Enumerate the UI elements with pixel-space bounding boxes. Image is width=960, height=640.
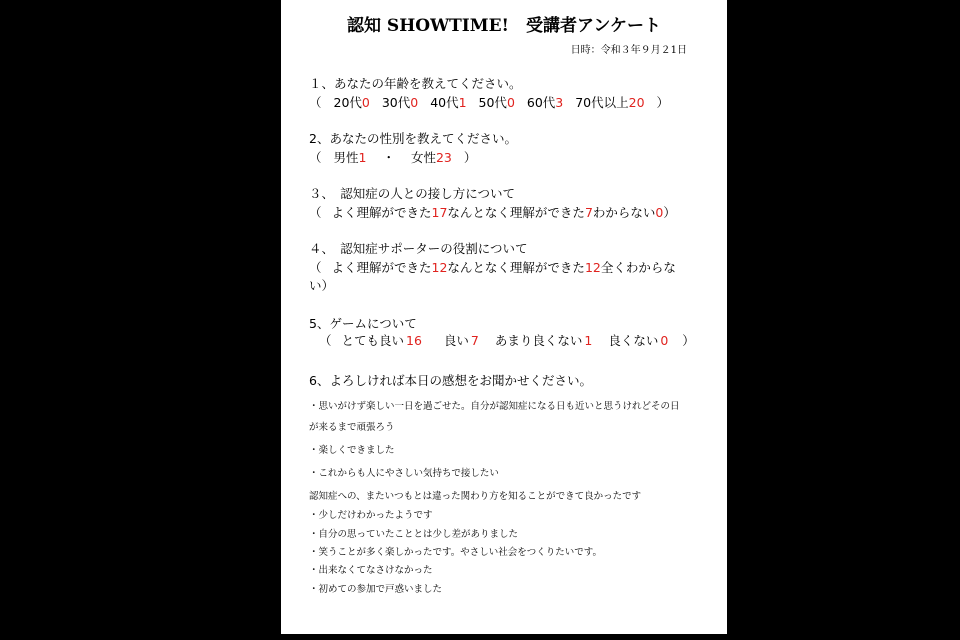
q1-value-40s: 1 bbox=[458, 95, 467, 110]
q1-label-70plus: 70代以上 bbox=[575, 95, 629, 110]
q3-label-2: なんとなく理解ができた bbox=[447, 205, 585, 220]
q1-question: １、あなたの年齢を教えてください。 bbox=[309, 76, 522, 91]
q2-open: （ bbox=[309, 150, 322, 165]
q1-label-50s: 50代 bbox=[478, 95, 507, 110]
q1-value-70plus: 20 bbox=[628, 95, 645, 110]
q4-answers bbox=[309, 258, 676, 276]
survey-page bbox=[281, 0, 727, 634]
survey-title: 認知 SHOWTIME! 受講者アンケート bbox=[347, 16, 661, 36]
comment-item: ・楽しくできました bbox=[309, 445, 395, 456]
comment-item: ・思いがけず楽しい一日を過ごせた。自分が認知症になる日も近いと思うけれどその日 bbox=[309, 401, 680, 412]
q2-female-label: 女性 bbox=[410, 150, 436, 165]
q1-value-30s: 0 bbox=[410, 95, 419, 110]
q5-value-4: 0 bbox=[660, 333, 669, 348]
q2-female-value: 23 bbox=[435, 150, 452, 165]
comment-item: ・これからも人にやさしい気持ちで接したい bbox=[309, 468, 499, 479]
q3-label-1: よく理解ができた bbox=[331, 205, 432, 220]
q5-close: ） bbox=[682, 333, 695, 348]
q3-open: （ bbox=[309, 205, 322, 220]
q4-open: （ bbox=[309, 260, 322, 275]
survey-date: 日時：令和３年９月２1日 bbox=[570, 45, 687, 56]
q4-value-2: 12 bbox=[584, 260, 601, 275]
q2-male-label: 男性 bbox=[333, 150, 359, 165]
q1-label-40s: 40代 bbox=[430, 95, 459, 110]
q2-male-value: 1 bbox=[358, 150, 367, 165]
q4-value-1: 12 bbox=[431, 260, 448, 275]
q2-answers bbox=[309, 148, 476, 166]
q1-value-20s: 0 bbox=[361, 95, 370, 110]
comment-item: が来るまで頑張ろう bbox=[309, 422, 395, 433]
q3-value-1: 17 bbox=[431, 205, 448, 220]
q6-question: 6、よろしければ本日の感想をお聞かせください。 bbox=[309, 373, 592, 388]
comment-item: ・笑うことが多く楽しかったです。やさしい社会をつくりたいです。 bbox=[309, 547, 602, 558]
q1-close: ） bbox=[656, 95, 670, 110]
q1-label-60s: 60代 bbox=[526, 95, 556, 110]
comment-item: 認知症への、またいつもとは違った関わり方を知ることができて良かったです bbox=[309, 491, 642, 502]
q4-label-1: よく理解ができた bbox=[331, 260, 432, 275]
q3-answers bbox=[309, 203, 676, 221]
q5-label-2: 良い bbox=[443, 333, 469, 348]
q2-question: 2、あなたの性別を教えてください。 bbox=[309, 131, 517, 146]
q3-close: ） bbox=[663, 205, 676, 220]
q1-label-30s: 30代 bbox=[381, 95, 411, 110]
q5-value-1: 16 bbox=[406, 333, 422, 348]
q3-value-3: 0 bbox=[655, 205, 664, 220]
q1-answers bbox=[309, 93, 669, 111]
q4-label-2: なんとなく理解ができた bbox=[447, 260, 585, 275]
comment-item: ・自分の思っていたこととは少し差がありました bbox=[309, 529, 519, 540]
q5-label-1: とても良い bbox=[341, 333, 405, 348]
q2-separator: ・ bbox=[382, 150, 395, 165]
q1-open: （ bbox=[309, 95, 322, 110]
q5-open: （ bbox=[319, 333, 332, 348]
q2-close: ） bbox=[463, 150, 477, 165]
comment-item: ・出来なくてなさけなかった bbox=[309, 565, 433, 576]
q5-value-2: 7 bbox=[470, 333, 479, 348]
q3-question: ３、 認知症の人との接し方について bbox=[309, 186, 516, 201]
comment-item: ・初めての参加で戸惑いました bbox=[309, 584, 443, 595]
q5-question: 5、ゲームについて bbox=[309, 316, 417, 331]
q5-label-3: あまり良くない bbox=[494, 333, 583, 348]
q5-answers bbox=[319, 331, 695, 349]
q4-question: ４、 認知症サポーターの役割について bbox=[309, 241, 528, 256]
q1-value-60s: 3 bbox=[555, 95, 564, 110]
q1-value-50s: 0 bbox=[506, 95, 515, 110]
q1-label-20s: 20代 bbox=[333, 95, 362, 110]
q5-label-4: 良くない bbox=[608, 333, 659, 348]
q4-answers-wrap: い） bbox=[309, 278, 335, 293]
comment-item: ・少しだけわかったようです bbox=[309, 510, 433, 521]
q3-value-2: 7 bbox=[584, 205, 593, 220]
q3-label-3: わからない bbox=[592, 205, 656, 220]
q4-label-3: 全くわからな bbox=[600, 260, 676, 275]
q5-value-3: 1 bbox=[584, 333, 593, 348]
